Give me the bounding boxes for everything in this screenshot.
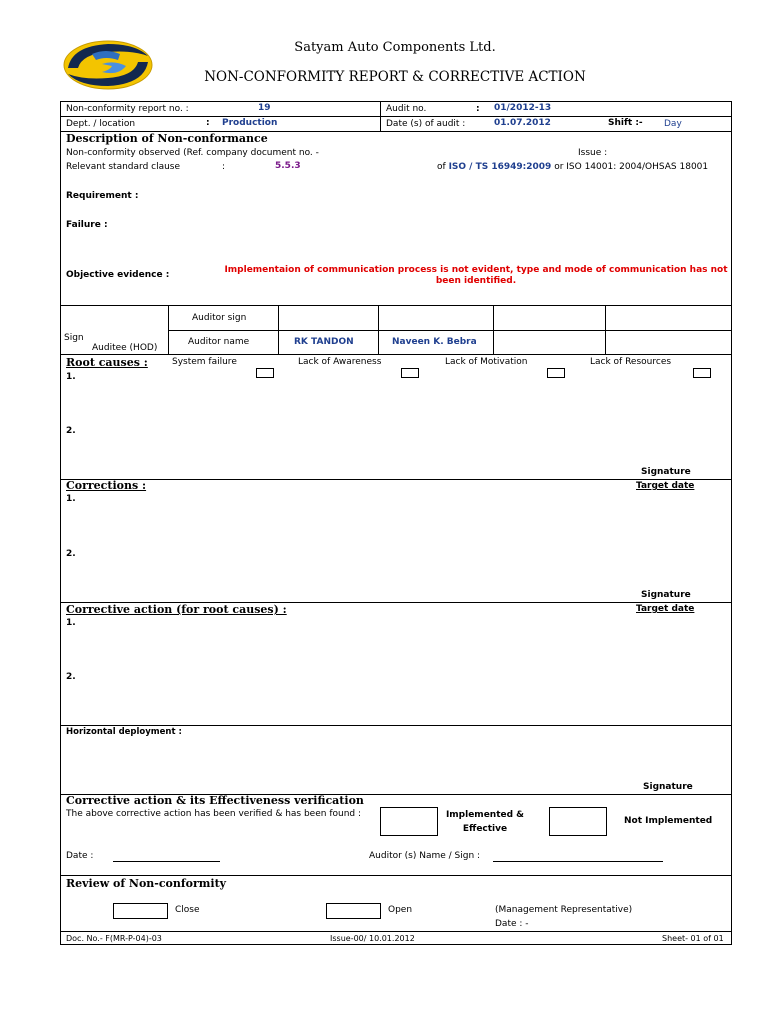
open-checkbox[interactable] [326, 903, 381, 919]
sheet-number: Sheet- 01 of 01 [662, 934, 724, 943]
resources-checkbox[interactable] [693, 368, 711, 378]
auditee-label: Auditee (HOD) [92, 343, 158, 353]
audit-no-label: Audit no. [386, 104, 427, 114]
verification-date-label: Date : [66, 851, 94, 861]
corrective-action-heading: Corrective action (for root causes) : [66, 603, 287, 616]
root-signature: Signature [641, 467, 691, 477]
implemented-label: Implemented & Effective [445, 810, 525, 834]
company-name: Satyam Auto Components Ltd. [294, 40, 496, 55]
root-item-2: 2. [66, 426, 76, 436]
audit-date-value: 01.07.2012 [494, 118, 551, 128]
root-item-1: 1. [66, 372, 76, 382]
corrections-heading: Corrections : [66, 479, 147, 492]
not-implemented-label: Not Implemented [624, 816, 713, 826]
description-heading: Description of Non-conformance [66, 132, 268, 145]
clause-of: of [437, 162, 446, 172]
not-implemented-checkbox[interactable] [549, 807, 607, 836]
shift-label: Shift :- [608, 118, 643, 128]
dept-label: Dept. / location [66, 119, 136, 129]
horizontal-deployment-label: Horizontal deployment : [66, 727, 182, 737]
audit-date-label: Date (s) of audit : [386, 119, 466, 129]
root-causes-heading: Root causes : [66, 356, 148, 369]
root-option-awareness: Lack of Awareness [298, 357, 382, 367]
horizontal-signature: Signature [643, 782, 693, 792]
audit-no-colon: : [476, 104, 480, 114]
clause-colon: : [222, 162, 226, 172]
root-option-resources: Lack of Resources [590, 357, 672, 367]
root-option-system: System failure [172, 357, 237, 367]
review-date-label: Date : - [495, 919, 529, 929]
corrective-item-2: 2. [66, 672, 76, 682]
review-heading: Review of Non-conformity [66, 877, 227, 890]
motivation-checkbox[interactable] [547, 368, 565, 378]
clause-value: 5.5.3 [275, 161, 301, 171]
iso-ts-standard: ISO / TS 16949:2009 [448, 162, 552, 172]
sign-label: Sign [64, 333, 84, 343]
awareness-checkbox[interactable] [401, 368, 419, 378]
mgmt-rep-label: (Management Representative) [495, 905, 633, 915]
issue-number: Issue-00/ 10.01.2012 [330, 934, 415, 943]
open-label: Open [388, 905, 413, 915]
corrections-signature: Signature [641, 590, 691, 600]
verification-text: The above corrective action has been verified & has been found : [66, 809, 362, 819]
close-checkbox[interactable] [113, 903, 168, 919]
page-title: NON-CONFORMITY REPORT & CORRECTIVE ACTION [204, 69, 586, 85]
clause-label: Relevant standard clause [66, 162, 181, 172]
evidence-text: Implementaion of communication process is not evident, type and mode of communication has not been identified. [224, 265, 728, 286]
auditor-name-sign-label: Auditor (s) Name / Sign : [369, 851, 481, 861]
system-failure-checkbox[interactable] [256, 368, 274, 378]
verification-heading: Corrective action & its Effectiveness verification [66, 794, 364, 807]
auditor-sign-label: Auditor sign [192, 313, 247, 323]
ncr-no-value: 19 [258, 103, 271, 113]
close-label: Close [175, 905, 200, 915]
requirement-label: Requirement : [66, 191, 139, 201]
corrections-target-date: Target date [636, 481, 695, 491]
evidence-label: Objective evidence : [66, 270, 170, 280]
root-option-motivation: Lack of Motivation [445, 357, 528, 367]
ncr-no-label: Non-conformity report no. : [66, 104, 189, 114]
observed-label: Non-conformity observed (Ref. company document no. - [66, 148, 319, 158]
implemented-checkbox[interactable] [380, 807, 438, 836]
correction-item-2: 2. [66, 549, 76, 559]
correction-item-1: 1. [66, 494, 76, 504]
doc-number: Doc. No.- F(MR-P-04)-03 [66, 934, 162, 943]
audit-no-value: 01/2012-13 [494, 103, 552, 113]
issue-label: Issue : [578, 148, 608, 158]
auditor-name-2: Naveen K. Bebra [392, 337, 477, 347]
auditor-name-label: Auditor name [188, 337, 250, 347]
verification-date-field[interactable] [113, 861, 220, 862]
corrective-target-date: Target date [636, 604, 695, 614]
failure-label: Failure : [66, 220, 108, 230]
dept-value: Production [222, 118, 278, 128]
iso-other-standards: or ISO 14001: 2004/OHSAS 18001 [554, 162, 709, 172]
auditor-name-1: RK TANDON [294, 337, 354, 347]
corrective-item-1: 1. [66, 618, 76, 628]
shift-value: Day [664, 119, 682, 129]
dept-colon: : [206, 118, 210, 128]
auditor-name-sign-field[interactable] [493, 861, 663, 862]
